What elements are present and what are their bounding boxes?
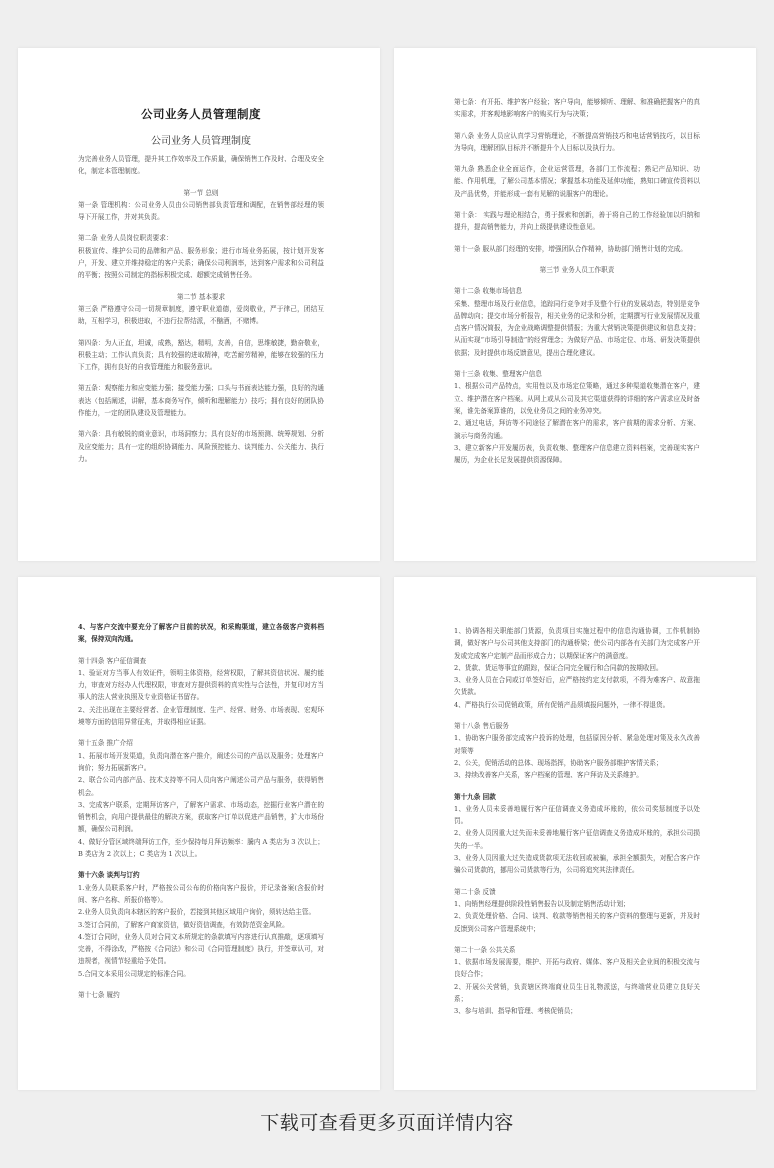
section-heading: 第一节 总则	[183, 188, 219, 197]
paragraph: 4、做好分管区域终端拜访工作，至少保持每月拜访频率：騰内 A 类店为 3 次以上；B 类店为 2 次以上；C 类店为 1 次以上。	[78, 837, 324, 859]
paragraph: 1、协助客户服务部完成客户投诉的处理，包括原因分析、紧急处理对策及永久改善对策等	[454, 734, 700, 755]
paragraph: 第十条： 实践与理论相结合，勇于探索和创新，善于将自己的工作经验加以归纳和提升，提高销售能力，并向上级提供建设性意见。	[454, 211, 700, 232]
paragraph: 第八条 业务人员应认真学习营销理论，不断提高营销技巧和电话营销技巧，以目标为导向，理解团队目标并不断提升个人目标以及执行力。	[454, 131, 700, 152]
paragraph: 第三条 严格遵守公司一切规章制度，遵守职业道德，爱岗敬业，严于律己，团结互助，互相学习，积极进取，不违行拉帮结派，不酗酒，不赌博。	[78, 304, 324, 326]
paragraph: 第十一条 服从部门经理的安排，增强团队合作精神，协助部门销售计划的完成。	[454, 244, 687, 253]
paragraph: 3、完成客户联系，定期拜访客户，了解客户需求、市场动态，挖掘行业客户潜在的销售机会，向用户提供最佳的解决方案，获取客户订单以促进产品销售，扩大市场份额，确保公司利润。	[78, 800, 324, 834]
article-heading: 第十七条 履约	[78, 991, 120, 1000]
paragraph: 第一条 管理机构：公司业务人员由公司销售部负责管理和调配，在销售部经理的领导下开展工作，并对其负责。	[78, 200, 324, 222]
article-heading: 第十六条 谈判与订约	[78, 871, 140, 880]
document-subtitle: 公司业务人员管理制度	[151, 136, 251, 147]
paragraph: 2、关注出现在主要经营者、企业管理制度、生产、经营、财务、市场表现、宏观环境等方面的信用异常征兆，并取得相应证据。	[78, 705, 324, 727]
paragraph: 1、拓展市场开发渠道，负责向潜在客户推介，阐述公司的产品以及服务；处理客户询价；努力拓展新客户。	[78, 751, 324, 772]
article-heading: 第十五条 推广介绍	[78, 739, 133, 748]
paragraph: 2.业务人员负责向本辖区的客户报价，若接到其他区域用户询价，须转达给主管。	[78, 908, 316, 917]
paragraph: 3.签订合同前，了解客户商家资信，做好资信调查，有效防范资金风险。	[78, 920, 289, 929]
document-page-3	[18, 577, 380, 1090]
paragraph: 2、通过电话，拜访等不同途径了解潜在客户的需求，客户前期的需求分析、方案、演示与商务沟通。	[454, 419, 700, 440]
paragraph: 1.业务人员联系客户时，严格按公司公布的价格向客户报价，并记录备案(含报价时间、客户名称、所报价格等）。	[78, 883, 324, 904]
paragraph: 第七条：有开拓、维护客户经验；客户导向，能够倾听、理解、和准确把握客户的真实需求，并客观地影响客户的购买行为与决策；	[454, 98, 700, 119]
paragraph: 2、业务人员因重大过失而未妥善地履行客户征信调查义务造成坏账的，承担公司损失的一半。	[454, 829, 700, 850]
paragraph: 1、根据公司产品特点，实用性以及市场定位策略，通过多种渠道收集潜在客户，建立、维护潜在客户档案。从网上或从公司及其它渠道获得的详细的客户需求应及时备案，谁先备案算谁的，以免业务员之间的业务冲突。	[454, 382, 700, 415]
section-heading: 第二节 基本要求	[176, 292, 226, 301]
paragraph: 4.签订合同时，业务人员对合同文本所规定的条款填写内容进行认真推敲，逐项填写完善，不得涂改，严格按《合同法》和公司《合同管理制度》执行，并签章认可，对违规者，视情节轻重给予处罚。	[78, 932, 324, 966]
article-heading: 第十二条 收集市场信息	[454, 287, 523, 296]
paragraph: 1、向销售经理提供阶段性销售报告以及制定销售活动计划；	[454, 899, 630, 908]
article-heading: 第十三条 收集、整理客户信息	[454, 370, 542, 379]
document-page-2	[394, 48, 756, 561]
paragraph: 采集、整理市场及行业信息，追踪同行竞争对手及整个行业的发展动态，特别是竞争品牌动向；提交市场分析报告，相关业务的记录和分析，定期撰写行业发展情况及重点客户情况简报，为企业战略调整提供情报；为重大营销决策提供建议和信息支持；从而实现“市场引导制造”的经营理念；为做好产品、市场定位、市场、研发决策提供依据；及时提供市场反馈意见，提出合理化建议。	[454, 299, 700, 357]
paragraph: 3、建立新客户开发履历表，负责收集、整理客户信息建立资料档案，完善现实客户履历，为企业长足发展提供资源保障。	[454, 443, 700, 465]
paragraph: 5.合同文本采用公司规定的标准合同。	[78, 969, 190, 978]
article-heading: 第二十一条 公共关系	[454, 945, 516, 954]
paragraph: 4、严格执行公司促销政策，所有促销产品须填报问题外，一律不得退货。	[454, 700, 670, 709]
paragraph: 积极宣传、维护公司的品牌和产品、服务形象；进行市场业务拓展，按计划开发客户，开发、建立并维持稳定的客户关系；确保公司利润率，达到客户需求和公司利益的平衡；按照公司制定的指标积极完成、超额完成销售任务。	[78, 246, 324, 280]
article-heading: 第十八条 售后服务	[454, 722, 509, 731]
paragraph: 2、负责处理价格、合同、谈判、收款等销售相关的客户资料的整理与更新，并及时反馈到公司客户管理系统中；	[454, 912, 700, 933]
paragraph: 第九条 熟悉企业全面运作，企业运营管理，各部门工作流程；熟记产品知识、功能、作用机理，了解公司基本情况；掌握基本功能及延伸功能，熟知口碑宣传资料以及产品优势，并能形成一套有见解的说服客户的理论。	[454, 165, 700, 198]
paragraph: 3、参与培训、指导和管理、考核促销员；	[454, 1007, 577, 1016]
paragraph: 第四条：为人正直，坦诚，成熟，豁达，精明，友善，自信，思维敏捷，勤奋敬业，积极主动；工作认真负责；具有较强的进取精神，吃苦耐劳精神，能够在较强的压力下工作，拥有良好的自我管理能力和服务意识。	[78, 338, 324, 372]
document-page-4	[394, 577, 756, 1090]
paragraph: 2、公关，促销活动的总体、现场指挥，协助客户服务部维护客情关系；	[454, 758, 663, 767]
paragraph: 1、验证对方当事人有效证件，领明主体资格，经营权限，了解其资信状况、履约能力，审查对方经办人代理权限，审查对方提供资料的真实性与合法性，并复印对方当事人的法人营业执照及专业资格证书留存。	[78, 668, 324, 702]
paragraph: 第二条 业务人员岗位职责要求：	[78, 234, 173, 243]
paragraph: 1、业务人员未妥善地履行客户征信调查义务造成坏账的，依公司奖惩制度予以处罚。	[454, 804, 700, 826]
paragraph: 3、业务人员因重大过失造成货款项无法收回或被骗，承担全额损失，对配合客户诈骗公司货款的，挪用公司货款等行为，公司将追究其法律责任。	[454, 854, 700, 875]
paragraph: 4、与客户交流中要充分了解客户目前的状况，和采购渠道，建立各级客户资料档案，保持双向沟通。	[78, 623, 324, 644]
paragraph: 3、持续改善客户关系，客户档案的管理、客户拜访及关系维护。	[454, 771, 643, 780]
paragraph: 1、依据市场发展需要，维护、开拓与政府、媒体、客户及相关企业间的积极交流与良好合作；	[454, 958, 700, 979]
paragraph: 第六条：具有敏锐的商业意识，市场洞察力；具有良好的市场预测、统筹规划、分析及应变能力；具有一定的组织协调能力、风险预控能力、谈判能力、公关能力、执行力。	[78, 430, 324, 463]
document-title: 公司业务人员管理制度	[141, 107, 261, 121]
paragraph: 2、货款、货运等事宜的跟踪，保证合同完全履行和合同款的按期收回。	[454, 663, 663, 672]
document-page-1	[18, 48, 380, 561]
article-heading: 第二十条 反馈	[454, 887, 496, 896]
paragraph: 2、开展公关营销，负责辖区终端商业员生日礼物派送，与终端营业员建立良好关系；	[454, 982, 700, 1004]
paragraph: 第五条：观察能力和应变能力强；接受能力强；口头与书面表达能力强，良好的沟通表达（包括阐述，讲解，基本商务写作，倾听和理解能力）技巧；拥有良好的团队协作能力，一定的团队建设及管理能力。	[78, 384, 324, 418]
paragraph: 为完善业务人员管理，提升其工作效率及工作质量，确保销售工作及时、合理及安全化，制定本管理制度。	[78, 155, 324, 176]
section-heading: 第三节 业务人员工作职责	[539, 265, 615, 274]
paragraph: 2、联合公司内部产品、技术支持等不同人员向客户阐述公司产品与服务，获得销售机会。	[78, 776, 324, 797]
download-more-prompt[interactable]: 下载可查看更多页面详情内容	[260, 1112, 514, 1134]
article-heading: 第十九条 回款	[454, 792, 496, 801]
article-heading: 第十四条 客户征信调查	[78, 656, 147, 665]
paragraph: 1、协调各相关职能部门货源，负责项目实施过程中的信息沟通协调，工作机制协调，做好客户与公司其他支持部门的沟通桥梁；使公司内部各有关部门为完成客户开发或完成客户定制产品而形成合力；以期保证客户的满意度。	[454, 627, 700, 660]
paragraph: 3、业务人员在合同或订单签好后，应严格按约定支付款项，不得为难客户、故意拖欠货款。	[454, 676, 700, 697]
